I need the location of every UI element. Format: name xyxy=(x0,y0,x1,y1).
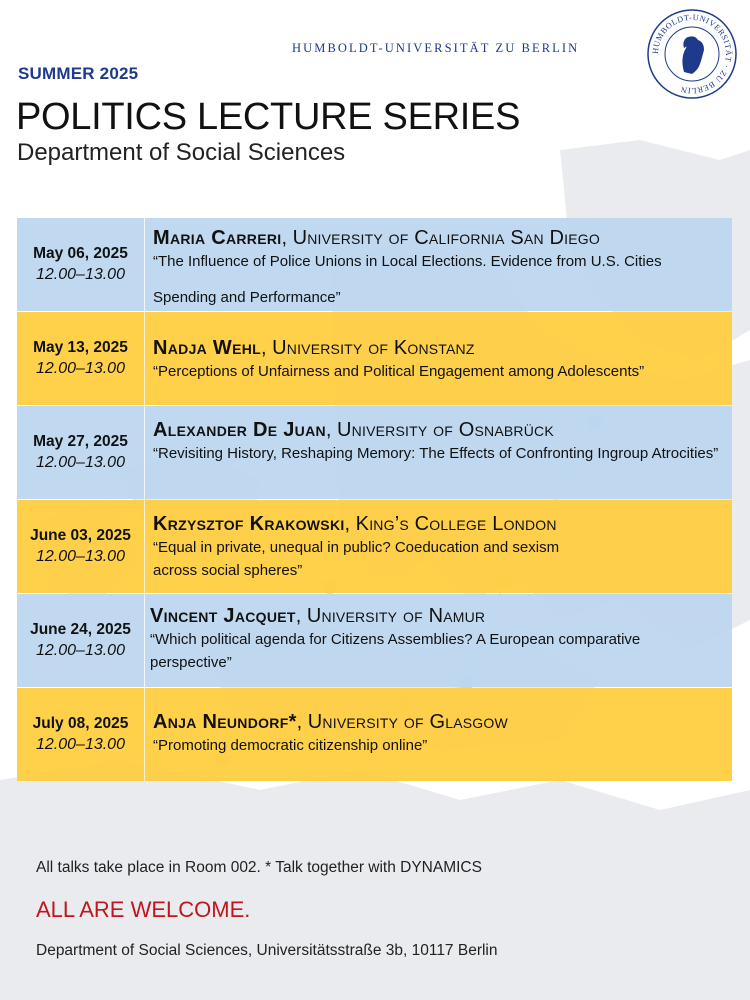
speaker-name: Alexander De Juan xyxy=(153,419,326,441)
schedule-row xyxy=(17,312,732,405)
talk-title xyxy=(153,536,724,582)
speaker-line: Vincent Jacquet, University of Namur xyxy=(150,605,486,627)
date-cell xyxy=(17,406,145,499)
talk-title: “The Influence of Police Unions in Local Elections. Evidence from U.S. Cities Spending and Performance” xyxy=(153,253,662,306)
semester-label: SUMMER 2025 xyxy=(18,64,139,83)
speaker-name: Maria Carreri xyxy=(153,227,282,249)
speaker-affiliation: University of Namur xyxy=(306,605,486,627)
seal-text: HUMBOLDT-UNIVERSITÄT · ZU BERLIN xyxy=(650,12,734,96)
speaker-line: Anja Neundorf*, University of Glasgow xyxy=(153,711,508,733)
talk-date: May 13, 2025 xyxy=(33,339,128,356)
talk-cell xyxy=(145,688,732,781)
talk-cell xyxy=(145,500,732,593)
university-seal xyxy=(646,8,738,100)
speaker-affiliation: University of California San Diego xyxy=(292,227,600,249)
talk-time: 12.00–13.00 xyxy=(36,266,125,283)
talk-title: “Which political agenda for Citizens Assemblies? A European comparative perspective” xyxy=(150,631,641,671)
speaker-affiliation: University of Glasgow xyxy=(307,711,508,733)
date-cell xyxy=(17,594,145,687)
talk-cell xyxy=(145,406,732,499)
schedule-row xyxy=(17,406,732,499)
talk-time: 12.00–13.00 xyxy=(36,454,125,471)
speaker-line: Nadja Wehl, University of Konstanz xyxy=(153,337,475,359)
speaker-line: Alexander De Juan, University of Osnabrück xyxy=(153,419,554,441)
talk-time: 12.00–13.00 xyxy=(36,548,125,565)
department-address: Department of Social Sciences, Universitätsstraße 3b, 10117 Berlin xyxy=(36,942,498,959)
date-cell xyxy=(17,688,145,781)
talk-date: June 24, 2025 xyxy=(30,621,131,638)
schedule-row xyxy=(17,688,732,781)
talk-title: “Perceptions of Unfairness and Political Engagement among Adolescents” xyxy=(153,363,645,380)
talk-time: 12.00–13.00 xyxy=(36,736,125,753)
speaker-name: Nadja Wehl xyxy=(153,337,261,359)
welcome-banner: ALL ARE WELCOME. xyxy=(36,897,251,922)
speaker-line: Krzysztof Krakowski, King’s College London xyxy=(153,513,557,535)
talk-title: “Revisiting History, Reshaping Memory: The Effects of Confronting Ingroup Atrocities” xyxy=(153,445,719,462)
talk-time: 12.00–13.00 xyxy=(36,360,125,377)
talk-title-line: “Equal in private, unequal in public? Coeducation and sexism xyxy=(153,539,560,556)
talk-cell xyxy=(145,218,732,311)
speaker-affiliation: University of Osnabrück xyxy=(337,419,554,441)
page-title: POLITICS LECTURE SERIES xyxy=(16,96,521,138)
talk-title-line: across social spheres” xyxy=(153,562,303,579)
date-cell xyxy=(17,312,145,405)
room-note: All talks take place in Room 002. * Talk together with DYNAMICS xyxy=(36,859,482,876)
talk-date: July 08, 2025 xyxy=(32,715,129,732)
talk-cell xyxy=(145,594,732,687)
talk-date: May 06, 2025 xyxy=(33,245,128,262)
speaker-name: Vincent Jacquet xyxy=(150,605,296,627)
speaker-affiliation: King’s College London xyxy=(355,513,557,535)
date-cell xyxy=(17,500,145,593)
speaker-line: Maria Carreri, University of California San Diego xyxy=(153,227,600,249)
date-cell xyxy=(17,218,145,311)
talk-time: 12.00–13.00 xyxy=(36,642,125,659)
speaker-name: Anja Neundorf* xyxy=(153,711,297,733)
lecture-schedule xyxy=(17,218,732,782)
schedule-row xyxy=(17,500,732,593)
schedule-row xyxy=(17,594,732,687)
schedule-row xyxy=(17,218,732,311)
speaker-affiliation: University of Konstanz xyxy=(272,337,475,359)
talk-title: “Promoting democratic citizenship online” xyxy=(153,737,428,754)
speaker-name: Krzysztof Krakowski xyxy=(153,513,345,535)
talk-date: May 27, 2025 xyxy=(33,433,128,450)
department-subtitle: Department of Social Sciences xyxy=(17,139,346,166)
talk-date: June 03, 2025 xyxy=(30,527,131,544)
talk-cell xyxy=(145,312,732,405)
university-name: HUMBOLDT-UNIVERSITÄT ZU BERLIN xyxy=(292,41,580,55)
